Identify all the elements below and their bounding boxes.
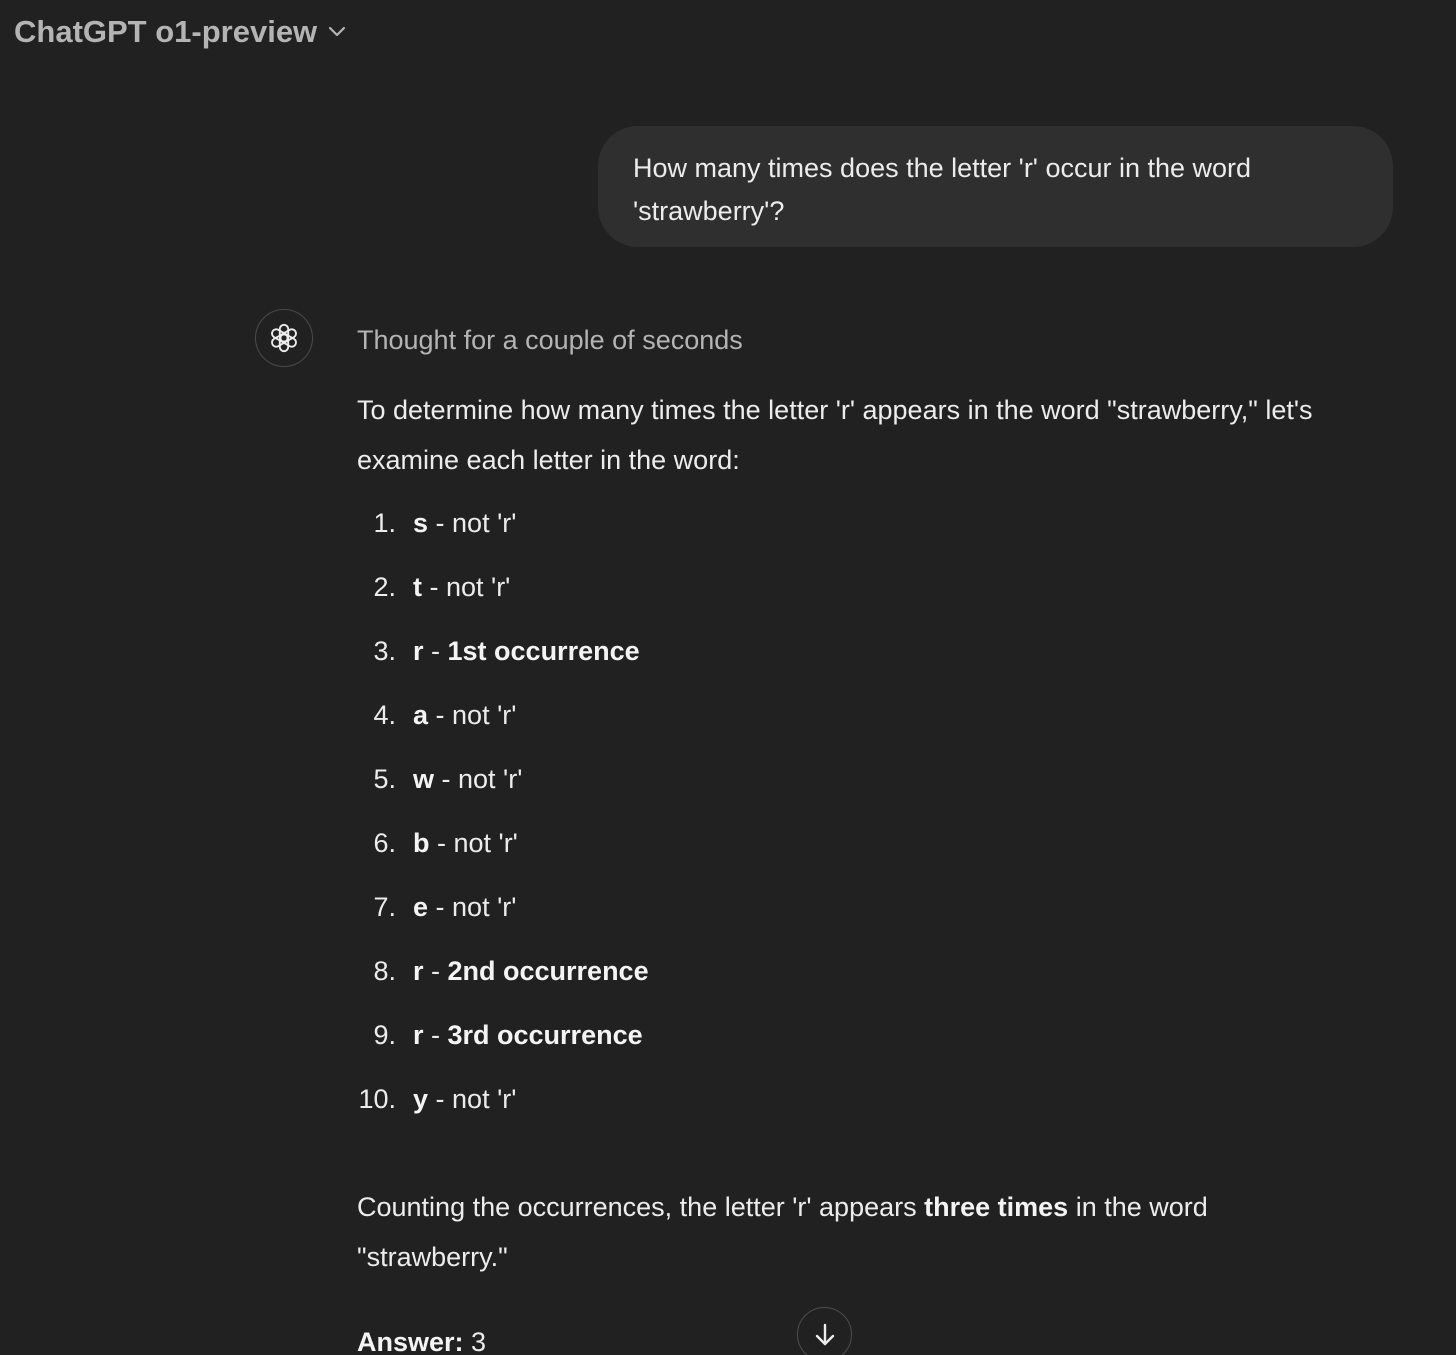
list-item-separator: - bbox=[428, 892, 453, 922]
final-answer bbox=[357, 1317, 1357, 1355]
list-item-letter: t bbox=[413, 572, 422, 602]
list-item-number: 10. bbox=[358, 1084, 396, 1114]
list-item-letter: s bbox=[413, 508, 429, 538]
list-item-separator: - bbox=[423, 1020, 448, 1050]
list-item-note: not 'r' bbox=[458, 764, 523, 794]
letter-list-item bbox=[357, 503, 1357, 567]
list-item-separator: - bbox=[428, 508, 453, 538]
list-item-number: 3. bbox=[373, 636, 396, 666]
list-item-separator: - bbox=[428, 1084, 453, 1114]
list-item-note: 2nd occurrence bbox=[447, 956, 649, 986]
scroll-to-bottom-button[interactable] bbox=[797, 1307, 852, 1355]
openai-logo-icon bbox=[267, 321, 301, 355]
letter-list-item bbox=[357, 887, 1357, 951]
list-item-separator: - bbox=[423, 956, 448, 986]
list-item-letter: r bbox=[413, 956, 424, 986]
letter-list-item bbox=[357, 951, 1357, 1015]
list-item-letter: e bbox=[413, 892, 429, 922]
assistant-avatar bbox=[255, 309, 313, 367]
list-item-letter: r bbox=[413, 636, 424, 666]
list-item-separator: - bbox=[422, 572, 446, 602]
list-item-note: not 'r' bbox=[452, 892, 517, 922]
letter-list-item bbox=[357, 759, 1357, 823]
list-item-separator: - bbox=[428, 700, 453, 730]
arrow-down-icon bbox=[812, 1321, 838, 1349]
list-item-note: not 'r' bbox=[453, 828, 518, 858]
letter-list-item bbox=[357, 695, 1357, 759]
letter-list-item bbox=[357, 1079, 1357, 1143]
answer-label: Answer: bbox=[357, 1327, 464, 1355]
response-intro: To determine how many times the letter 'r' appears in the word "strawberry," let's examine each letter in the word: bbox=[357, 395, 1313, 475]
list-item-note: not 'r' bbox=[452, 1084, 517, 1114]
thought-label: Thought for a couple of seconds bbox=[357, 325, 743, 355]
chevron-down-icon bbox=[327, 25, 347, 39]
list-item-letter: w bbox=[413, 764, 435, 794]
model-switcher[interactable] bbox=[14, 14, 347, 50]
list-item-letter: b bbox=[413, 828, 430, 858]
summary-text-post: in the word "strawberry." bbox=[357, 1192, 1208, 1272]
list-item-letter: a bbox=[413, 700, 429, 730]
list-item-number: 6. bbox=[373, 828, 396, 858]
list-item-number: 4. bbox=[373, 700, 396, 730]
letter-list-item bbox=[357, 1015, 1357, 1079]
list-item-note: not 'r' bbox=[452, 508, 517, 538]
list-item-note: 1st occurrence bbox=[447, 636, 640, 666]
user-message-bubble bbox=[598, 126, 1393, 247]
list-item-number: 8. bbox=[373, 956, 396, 986]
list-item-number: 9. bbox=[373, 1020, 396, 1050]
list-item-separator: - bbox=[423, 636, 448, 666]
list-item-separator: - bbox=[429, 828, 454, 858]
list-item-number: 1. bbox=[373, 508, 396, 538]
list-item-note: not 'r' bbox=[452, 700, 517, 730]
summary-text-pre: Counting the occurrences, the letter 'r' appears bbox=[357, 1192, 925, 1222]
letter-list-item bbox=[357, 567, 1357, 631]
response-summary bbox=[357, 1182, 1357, 1282]
user-message-text: How many times does the letter 'r' occur in the word 'strawberry'? bbox=[633, 153, 1252, 226]
list-item-number: 2. bbox=[373, 572, 396, 602]
letter-list bbox=[357, 503, 1357, 1143]
letter-list-item bbox=[357, 823, 1357, 887]
summary-emphasis: three times bbox=[924, 1192, 1069, 1222]
list-item-note: 3rd occurrence bbox=[447, 1020, 643, 1050]
model-name: ChatGPT o1-preview bbox=[14, 14, 318, 49]
list-item-note: not 'r' bbox=[446, 572, 511, 602]
list-item-separator: - bbox=[434, 764, 459, 794]
answer-value: 3 bbox=[463, 1327, 487, 1355]
letter-list-item bbox=[357, 631, 1357, 695]
list-item-letter: r bbox=[413, 1020, 424, 1050]
list-item-letter: y bbox=[413, 1084, 429, 1114]
thought-summary-toggle[interactable] bbox=[357, 320, 743, 360]
list-item-number: 7. bbox=[373, 892, 396, 922]
list-item-number: 5. bbox=[373, 764, 396, 794]
assistant-response bbox=[357, 385, 1357, 1355]
